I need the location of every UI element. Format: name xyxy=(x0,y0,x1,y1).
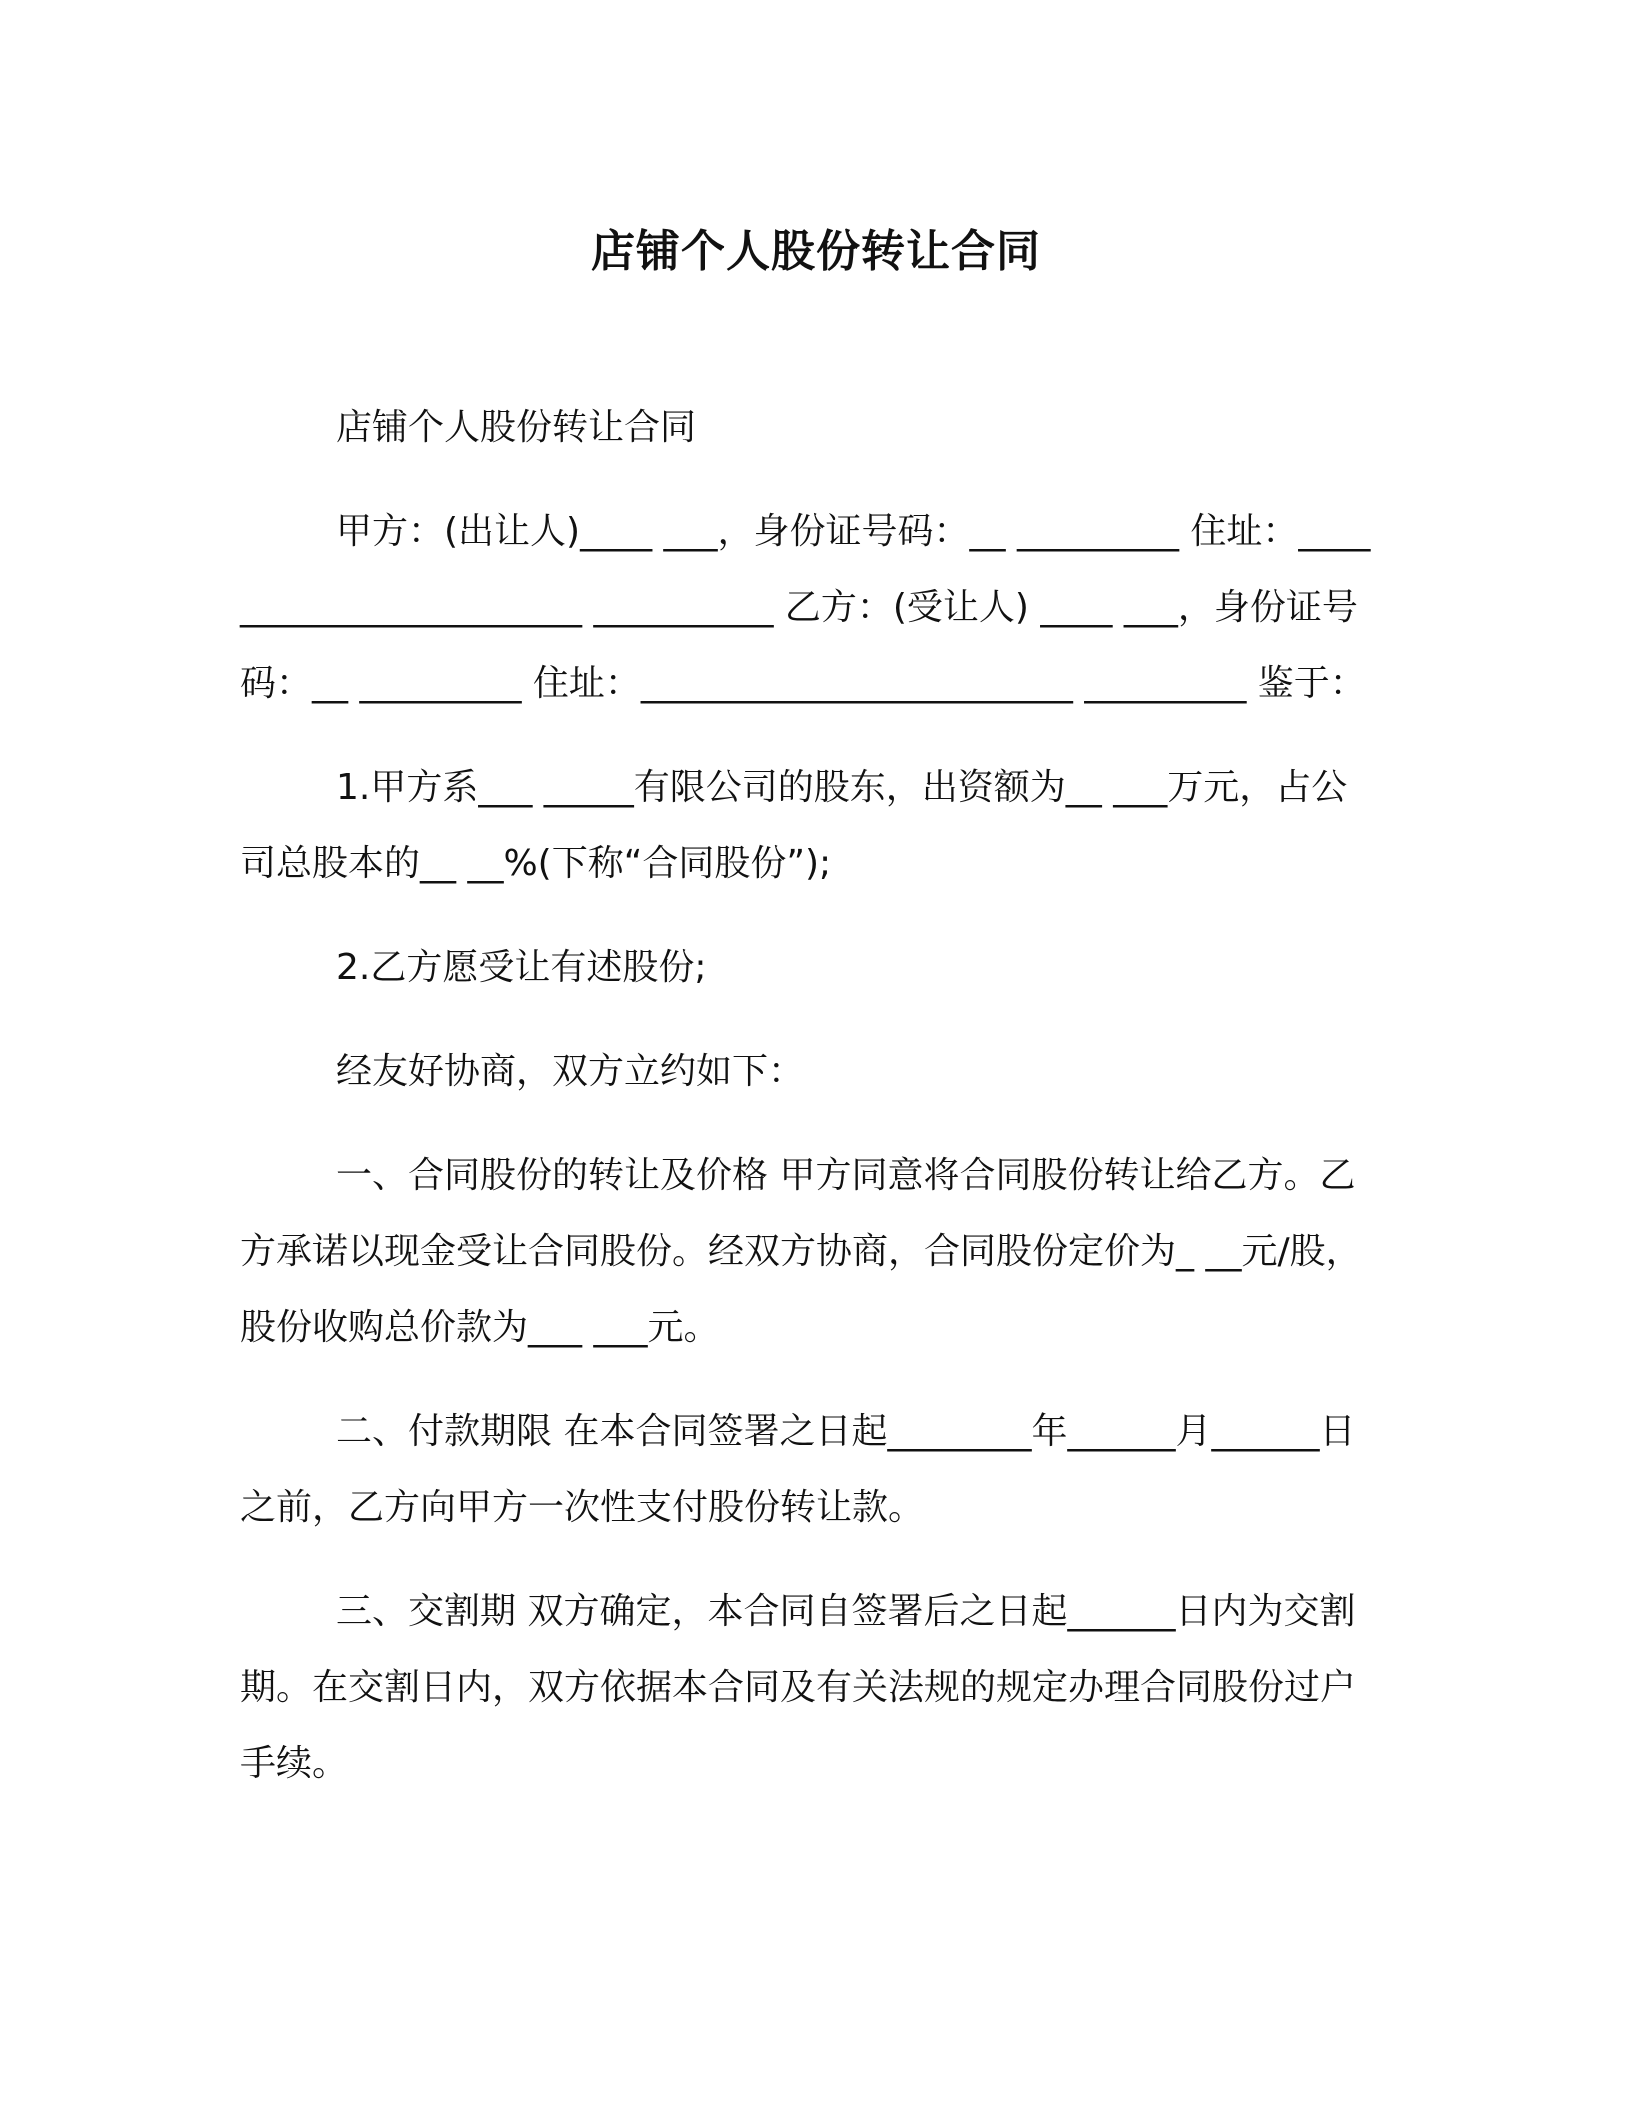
clause-2-paragraph: 二、付款期限 在本合同签署之日起________年______月______日之前，乙方向甲方一次性支付股份转让款。 xyxy=(240,1411,1356,1528)
document-subtitle: 店铺个人股份转让合同 xyxy=(336,407,697,448)
parties-paragraph: 甲方：(出让人)____ ___，身份证号码：__ _________ 住址：_______________________ __________ 乙方：(受让人) ____ ___，身份证号码：__ _________ 住址：________________________ _________ 鉴于： xyxy=(240,511,1371,704)
agreement-intro-paragraph: 经友好协商，双方立约如下： xyxy=(336,1051,805,1092)
document-body xyxy=(240,390,1382,1830)
recital-2-paragraph: 2.乙方愿受让有述股份; xyxy=(336,947,707,988)
clause-3-paragraph: 三、交割期 双方确定，本合同自签署后之日起______日内为交割期。在交割日内，双方依据本合同及有关法规的规定办理合同股份过户手续。 xyxy=(240,1591,1357,1784)
clause-1-paragraph: 一、合同股份的转让及价格 甲方同意将合同股份转让给乙方。乙方承诺以现金受让合同股份。经双方协商，合同股份定价为_ __元/股，股份收购总价款为___ ___元。 xyxy=(240,1155,1362,1348)
document-title: 店铺个人股份转让合同 xyxy=(591,226,1041,277)
recital-1-paragraph: 1.甲方系___ _____有限公司的股东，出资额为__ ___万元，占公司总股本的__ __%(下称“合同股份”); xyxy=(240,767,1348,884)
